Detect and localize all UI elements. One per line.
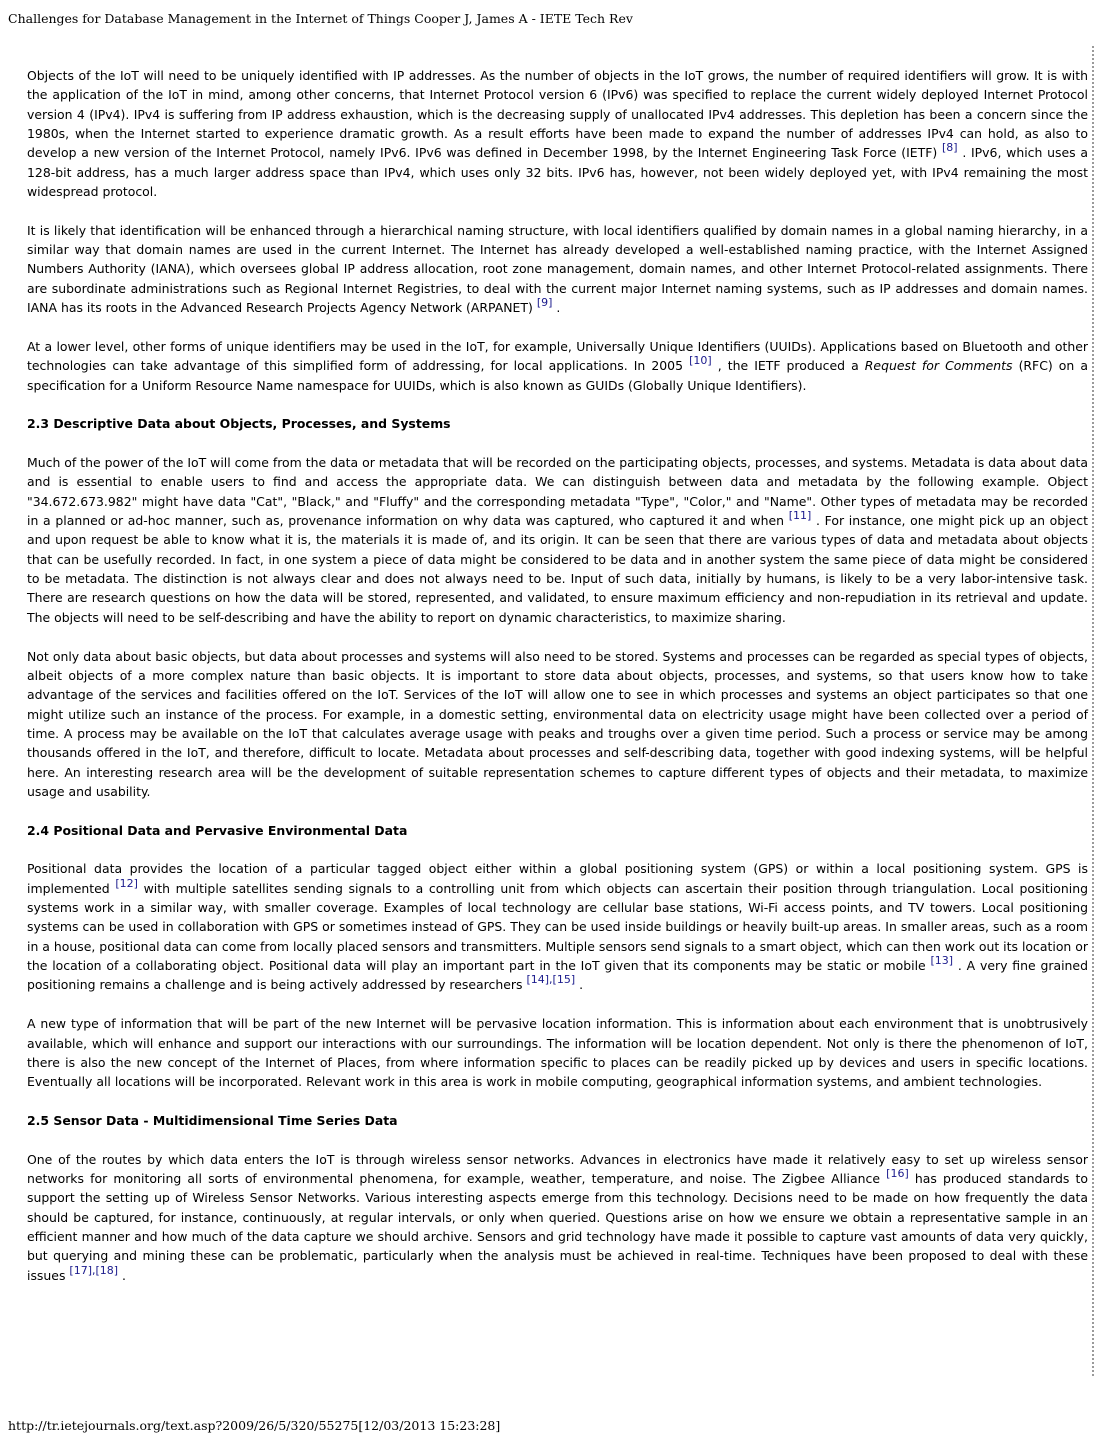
reference-link[interactable]: [13] — [930, 954, 954, 968]
page-footer-url: http://tr.ietejournals.org/text.asp?2009/26/5/320/55275[12/03/2013 15:23:28] — [8, 1418, 501, 1433]
section-heading-2-4: 2.4 Positional Data and Pervasive Environmental Data — [27, 822, 408, 838]
paragraph-uuids: At a lower level, other forms of unique identifiers may be used in the IoT, for example, Universally Unique Identifiers (UUIDs). Applications based on Bluetooth and other technologies can take advantage of this simplified form of addressing, for local applications. In 2005 [10] , the IETF produced a Request for Comments (RFC) on a specification for a Uniform Resource Name namespace for UUIDs, which is also known as GUIDs (Globally Unique Identifiers). — [27, 338, 1088, 393]
page-header-title: Challenges for Database Management in the Internet of Things Cooper J, James A - IETE Tech Rev — [8, 11, 633, 26]
reference-link[interactable]: [17],[18] — [69, 1263, 119, 1277]
paragraph-positional-data: Positional data provides the location of a particular tagged object either within a global positioning system (GPS) or within a local positioning system. GPS is implemented [12] with multiple satellites sending signals to a controlling unit from which objects can ascertain their position through triangulation. Local positioning systems work in a similar way, with smaller coverage. Examples of local technology are cellular base stations, Wi-Fi access points, and TV towers. Local positioning systems can be used in collaboration with GPS or sometimes instead of GPS. They can be used inside buildings or heavily built-up areas. In smaller areas, such as a room in a house, positional data can come from locally placed sensors and transmitters. Multiple sensors send signals to a smart object, which can then work out its location or the location of a collaborating object. Positional data will play an important part in the IoT given that its components may be static or mobile [13] . A very fine grained positioning remains a challenge and is being actively addressed by researchers [14],[15] . — [27, 861, 1088, 993]
reference-link[interactable]: [10] — [689, 354, 712, 368]
paragraph-metadata: Much of the power of the IoT will come from the data or metadata that will be recorded on the participating objects, processes, and systems. Metadata is data about data and is essential to enable users to find and access the appropriate data. We can distinguish between data and metadata by the following example. Object "34.672.673.982" might have data "Cat", "Black," and "Fluffy" and the corresponding metadata "Type", "Color," and "Name". Other types of metadata may be recorded in a planned or ad-hoc manner, such as, provenance information on why data was captured, who captured it and when [11] . For instance, one might pick up an object and upon request be able to know what it is, the materials it is made of, and its origin. It can be seen that there are various types of data and metadata about objects that can be usefully recorded. In fact, in one system a piece of data might be considered to be data and in another system the same piece of data might be considered to be metadata. The distinction is not always clear and does not always need to be. Input of such data, initially by humans, is likely to be a very labor-intensive task. There are research questions on how the data will be stored, represented, and validated, to ensure maximum efficiency and non-repudiation in its retrieval and update. The objects will need to be self-describing and have the ability to report on dynamic characteristics, to maximize sharing. — [27, 455, 1088, 625]
reference-link[interactable]: [11] — [788, 509, 812, 523]
paragraph-naming-structure: It is likely that identification will be enhanced through a hierarchical naming structure, with local identifiers qualified by domain names in a global naming hierarchy, in a similar way that domain names are used in the current Internet. The Internet has already developed a well-established naming practice, with the Internet Assigned Numbers Authority (IANA), which oversees global IP address allocation, root zone management, domain names, and other Internet Protocol-related assignments. There are subordinate administrations such as Regional Internet Registries, to deal with the current major Internet naming systems, such as IP addresses and domain names. IANA has its roots in the Advanced Research Projects Agency Network (ARPANET) [9] . — [27, 222, 1088, 316]
section-heading-2-5: 2.5 Sensor Data - Multidimensional Time Series Data — [27, 1112, 398, 1128]
paragraph-sensor-data: One of the routes by which data enters the IoT is through wireless sensor networks. Advances in electronics have made it relatively easy to set up wireless sensor networks for monitoring all sorts of environmental phenomena, for example, weather, temperature, and noise. The Zigbee Alliance [16] has produced standards to support the setting up of Wireless Sensor Networks. Various interesting aspects emerge from this technology. Decisions need to be made on how frequently the data should be captured, for instance, continuously, at regular intervals, or only when queried. Questions arise on how we ensure we obtain a representative sample in an efficient manner and how much of the data capture we should archive. Sensors and grid technology have made it possible to capture vast amounts of data very quickly, but querying and mining these can be problematic, particularly when the analysis must be achieved in real-time. Techniques have been proposed to deal with these issues [17],[18] . — [27, 1151, 1088, 1283]
section-heading-2-3: 2.3 Descriptive Data about Objects, Processes, and Systems — [27, 416, 451, 432]
reference-link[interactable]: [9] — [536, 296, 553, 310]
article-body — [27, 66, 1088, 1305]
reference-link[interactable]: [12] — [115, 876, 138, 890]
paragraph-processes-systems: Not only data about basic objects, but data about processes and systems will also need to be stored. Systems and processes can be regarded as special types of objects, albeit objects of a more complex nature than basic objects. It is important to store data about objects, processes, and systems, so that users know how to take advantage of the services and facilities offered on the IoT. Services of the IoT will allow one to see in which processes and systems an object participates so that one might utilize such an instance of the process. For example, in a domestic setting, environmental data on electricity usage might have been collected over a period of time. A process may be available on the IoT that calculates average usage with peaks and troughs over a given time period. Such a process or service may be among thousands offered in the IoT, and therefore, difficult to locate. Metadata about processes and self-describing data, together with good indexing systems, will be helpful here. An interesting research area will be the development of suitable representation schemes to capture different types of objects and their metadata, to maximize usage and usability. — [27, 648, 1088, 799]
paragraph-pervasive-location: A new type of information that will be part of the new Internet will be pervasive location information. This is information about each environment that is unobtrusively available, which will enhance and support our interactions with our surroundings. The information will be location dependent. Not only is there the phenomenon of IoT, there is also the new concept of the Internet of Places, from where information specific to places can be readily picked up by devices and users in specific locations. Eventually all locations will be incorporated. Relevant work in this area is work in mobile computing, geographical information systems, and ambient technologies. — [27, 1016, 1088, 1090]
reference-link[interactable]: [14],[15] — [526, 973, 576, 987]
dotted-border — [1092, 46, 1094, 1376]
reference-link[interactable]: [16] — [886, 1167, 909, 1181]
paragraph-ip-addresses: Objects of the IoT will need to be uniquely identified with IP addresses. As the number of objects in the IoT grows, the number of required identifiers will grow. It is with the application of the IoT in mind, among other concerns, that Internet Protocol version 6 (IPv6) was specified to replace the current widely deployed Internet Protocol version 4 (IPv4). IPv4 is suffering from IP address exhaustion, which is the decreasing supply of unallocated IPv4 addresses. This depletion has been a concern since the 1980s, when the Internet started to experience dramatic growth. As a result efforts have been made to expand the number of addresses IPv4 can hold, as also to develop a new version of the Internet Protocol, namely IPv6. IPv6 was defined in December 1998, by the Internet Engineering Task Force (IETF) [8] . IPv6, which uses a 128-bit address, has a much larger address space than IPv4, which uses only 32 bits. IPv6 has, however, not been widely deployed yet, with IPv4 remaining the most widespread protocol. — [27, 68, 1088, 200]
reference-link[interactable]: [8] — [941, 141, 958, 155]
